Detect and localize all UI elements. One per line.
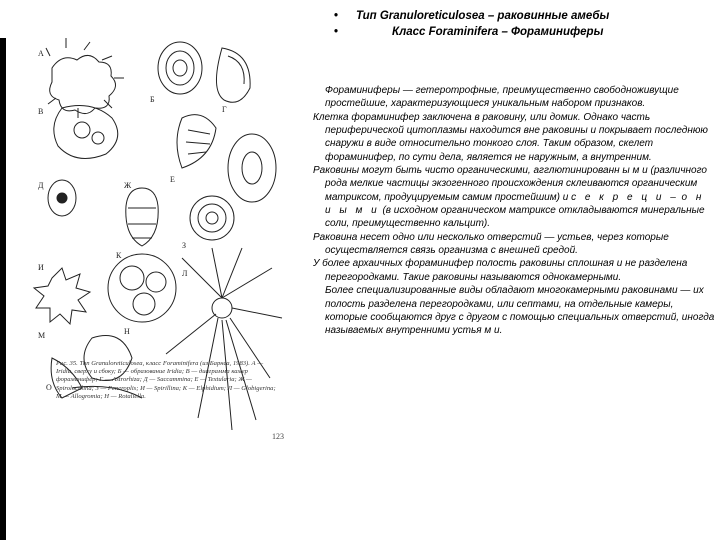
fig-letter-o: О — [46, 383, 52, 392]
multichamber-2 — [146, 272, 166, 292]
bullet-shell-septa — [128, 208, 156, 238]
paragraph-3-part-d: (в исходном органическом матриксе откладываются минеральные соли, преимущественно кальцит). — [325, 205, 705, 230]
spiral-shell-ring-3 — [206, 212, 218, 224]
chamber-2 — [92, 132, 104, 144]
coiled-shell-2 — [216, 48, 250, 102]
fig-letter-k: К — [116, 251, 122, 260]
multichamber-1 — [120, 266, 144, 290]
page-number: 123 — [272, 432, 284, 441]
paragraph-1: Фораминиферы — гетеротрофные, преимущественно свободноживущие простейшие, характеризующиеся уникальным набором признаков. — [325, 85, 679, 110]
fig-letter-zh: Ж — [124, 181, 132, 190]
fig-letter-v: В — [38, 107, 44, 116]
fig-letter-n: Н — [124, 327, 130, 336]
bullet-shell — [126, 188, 158, 246]
paragraph-4: Раковина несет одно или несколько отверстий — устьев, через которые осуществляется связь организма с внешней средой. — [313, 231, 669, 257]
coiled-shell-1 — [158, 42, 202, 94]
fig-letter-e: Е — [170, 175, 175, 184]
multichamber-3 — [133, 293, 155, 315]
elongate-shell — [177, 115, 216, 168]
coiled-shell-1-inner — [166, 51, 194, 85]
page-title: Тип Granuloreticulosea – раковинные амебы — [356, 10, 610, 22]
lenticular-shell — [228, 134, 276, 202]
paragraph-3-spaced-2: о н и ы м и — [325, 191, 705, 217]
heading-bullet-1: • — [334, 10, 339, 22]
elongate-shell-septa — [186, 130, 210, 154]
left-edge-bar — [0, 38, 6, 540]
amoeba-shell-a — [50, 55, 116, 113]
paragraph-2: Клетка фораминифер заключена в раковину, или домик. Однако часть периферической цитоплазмы находится вне раковины и покрывает последнюю снаружи в виде относительно тонкого слоя. Таким образом, скелет фораминифер, по сути дела, является не наружным, а внутренним. — [313, 111, 708, 163]
fig-letter-d: Д — [38, 181, 44, 190]
small-amoeba-nucleus — [57, 193, 67, 203]
fig-letter-l: Л — [182, 269, 188, 278]
paragraph-6: Более специализированные виды обладают многокамерными раковинами — их полость разделена перегородками, или септами, на отдельные камеры, которые сообщаются друг с другом с помощью специальных отверстий, иногда называемых внутренними устья м и. — [325, 285, 715, 337]
paragraph-3-spaced-1: с е к р е ц и – — [571, 191, 679, 203]
spiral-shell — [190, 196, 234, 240]
page-heading — [334, 8, 716, 40]
paragraph-5: У более архаичных фораминифер полость раковины сплошная и не разделена перегородками. Такие раковины называются однокамерными. — [313, 258, 688, 283]
paragraph-3-part-a: Раковины могут быть чисто органическими, агглютинированн ы м и (различного рода мелкие частицы экзогенного происхождения склеиваются органическим матриксом, продуцируемым самим простейшим) и — [313, 165, 707, 203]
heading-title-line — [334, 8, 716, 24]
fig-letter-a: А — [38, 49, 44, 58]
spiral-shell-ring-2 — [198, 204, 226, 232]
heading-subtitle-line — [334, 24, 716, 40]
coiled-shell-1-core — [173, 60, 187, 76]
fig-letter-b: Б — [150, 95, 155, 104]
fig-letter-g: Г — [222, 105, 227, 114]
body-text — [313, 84, 718, 338]
lenticular-shell-inner — [242, 152, 262, 184]
star-shell — [34, 268, 90, 324]
coiled-shell-2-suture — [228, 56, 244, 84]
fig-letter-z: З — [182, 241, 187, 250]
chamber-1 — [74, 122, 90, 138]
figure-caption: Рис. 35. Тип Granuloreticulosea, класс Foraminifera (из Барнса, 1983). А — Iridia, сверху и сбоку; Б — образование Iridia; В — диаграмма камер фораминифер; Г — Astrorhiza; Д — Saccammina; Е — Textularia; Ж — Spiroloculina; З — Peneroplis; И — Spirillina; К — Elphidium; Л — Globigerina; М — Allogromia; Н — Rotaliella. — [56, 360, 276, 400]
fig-letter-m: М — [38, 331, 46, 340]
page-subtitle: Класс Foraminifera – Фораминиферы — [392, 26, 604, 38]
paragraph-3 — [313, 164, 718, 231]
multichamber-shell — [108, 254, 176, 322]
heading-bullet-2: • — [334, 26, 339, 38]
fig-letter-i: И — [38, 263, 44, 272]
